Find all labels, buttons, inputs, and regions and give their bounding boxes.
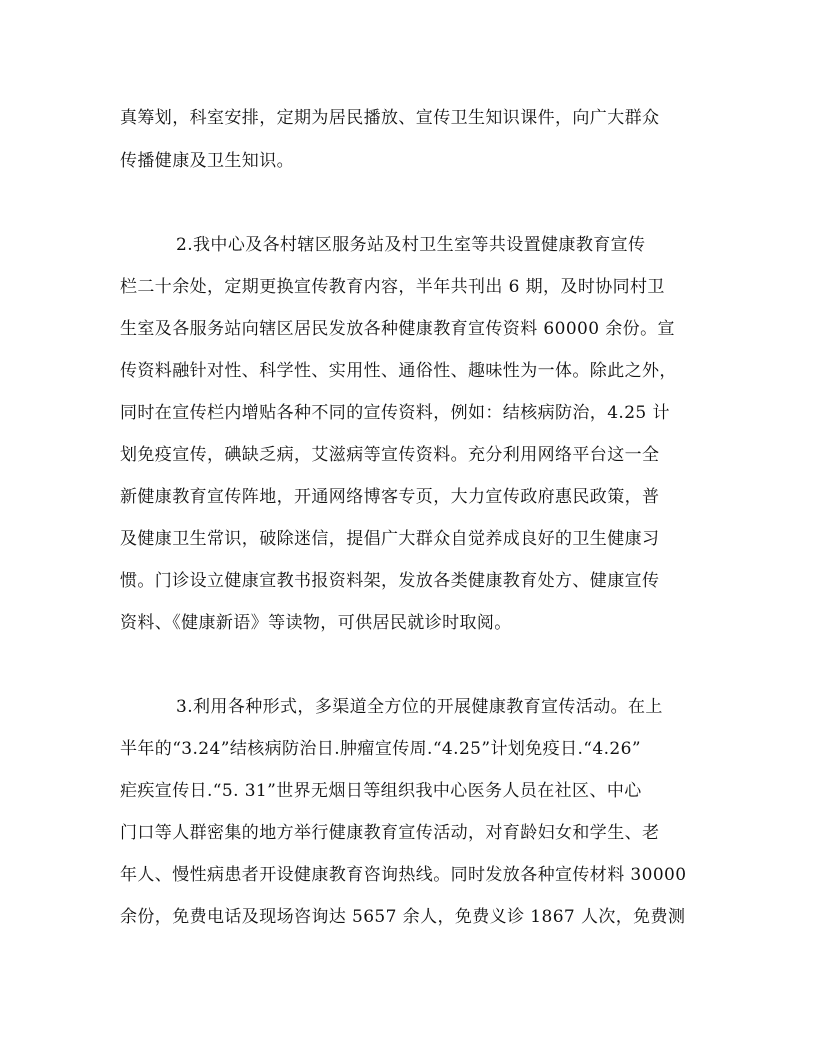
paragraph-2-line-8: 及健康卫生常识，破除迷信，提倡广大群众自觉养成良好的卫生健康习 bbox=[120, 529, 660, 549]
paragraph-3-line-5: 年人、慢性病患者开设健康教育咨询热线。同时发放各种宣传材料 30000 bbox=[120, 865, 687, 885]
paragraph-2-line-5: 同时在宣传栏内增贴各种不同的宣传资料，例如：结核病防治，4.25 计 bbox=[120, 403, 670, 423]
paragraph-2-line-7: 新健康教育宣传阵地，开通网络博客专页，大力宣传政府惠民政策，普 bbox=[120, 487, 660, 507]
paragraph-3-line-6: 余份，免费电话及现场咨询达 5657 余人，免费义诊 1867 人次，免费测 bbox=[120, 907, 686, 927]
paragraph-2-line-4: 传资料融针对性、科学性、实用性、通俗性、趣味性为一体。除此之外， bbox=[120, 361, 677, 381]
paragraph-2-line-9: 惯。门诊设立健康宣教书报资料架，发放各类健康教育处方、健康宣传 bbox=[120, 571, 660, 591]
paragraph-3-line-3: 疟疾宣传日.“5. 31”世界无烟日等组织我中心医务人员在社区、中心 bbox=[120, 781, 642, 801]
paragraph-2-line-2: 栏二十余处，定期更换宣传教育内容，半年共刊出 6 期，及时协同村卫 bbox=[120, 277, 665, 297]
paragraph-1-line-1: 真筹划，科室安排，定期为居民播放、宣传卫生知识课件，向广大群众 bbox=[120, 108, 660, 128]
paragraph-1-line-2: 传播健康及卫生知识。 bbox=[120, 151, 294, 171]
paragraph-2-line-3: 生室及各服务站向辖区居民发放各种健康教育宣传资料 60000 余份。宣 bbox=[120, 319, 675, 339]
paragraph-2-line-6: 划免疫宣传，碘缺乏病，艾滋病等宣传资料。充分利用网络平台这一全 bbox=[120, 445, 660, 465]
paragraph-2-line-10: 资料、《健康新语》等读物，可供居民就诊时取阅。 bbox=[120, 613, 512, 633]
paragraph-3-line-1: 3.利用各种形式，多渠道全方位的开展健康教育宣传活动。在上 bbox=[176, 697, 663, 717]
paragraph-2-line-1: 2.我中心及各村辖区服务站及村卫生室等共设置健康教育宣传 bbox=[176, 235, 646, 255]
paragraph-3-line-4: 门口等人群密集的地方举行健康教育宣传活动，对育龄妇女和学生、老 bbox=[120, 823, 660, 843]
paragraph-3-line-2: 半年的“3.24”结核病防治日.肿瘤宣传周.“4.25”计划免疫日.“4.26” bbox=[120, 739, 641, 759]
